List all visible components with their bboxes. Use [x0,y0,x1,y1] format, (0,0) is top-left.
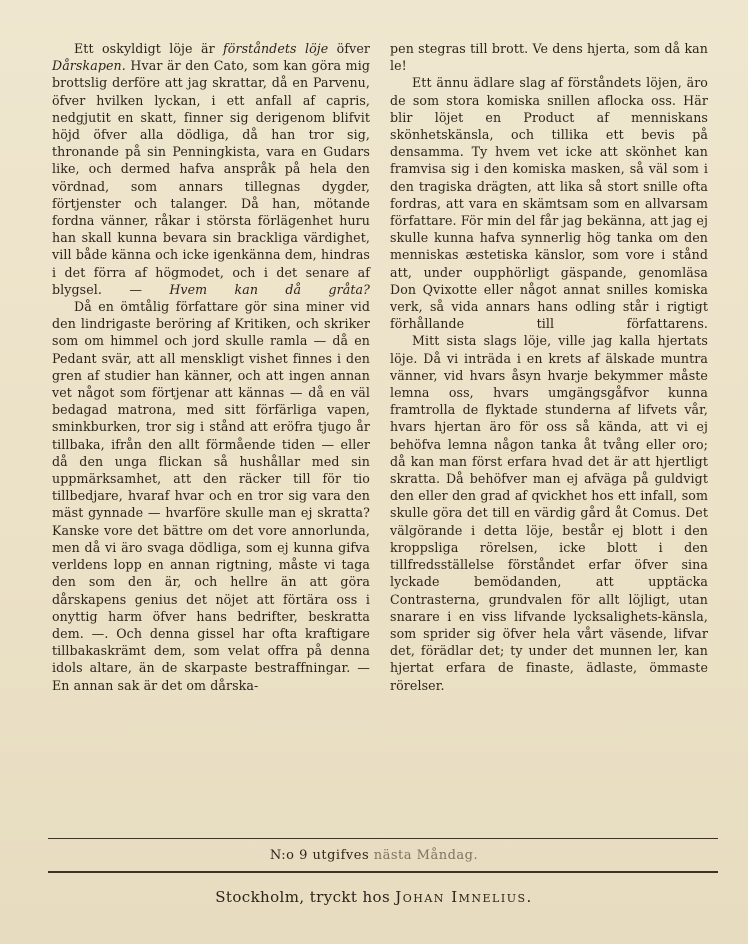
printer-name: Johan Imnelius. [395,888,533,906]
left-paragraph-1: Ett oskyldigt löje är förståndets löje öfver Dårskapen. Hvar är den Cato, som kan göra mig brottslig derföre att jag skrattar, då en Parvenu, öfver hvilken lyckan, i ett anfall af capris, nedgjutit en skatt, finner sig derigenom blifvit höjd öfver alla dödliga, då han tror sig, thronande på sin Penningkista, vara en Gudars like, och dermed hafva anspråk på hela den vördnad, som annars tillegnas dygder, förtjenster och talanger. Då han, mötande fordna vänner, råkar i största förlägenhet huru han skall kunna bevara sin brackliga värdighet, vill både känna och icke igenkänna dem, hindras i det förra af högmodet, och i det senare af blygsel. — Hvem kan då gråta? [52,41,370,297]
printer-imprint: Stockholm, tryckt hos Johan Imnelius. [215,888,533,906]
footer-rule-top [48,838,718,839]
emphasis-forstandets-loje: förståndets löje [223,41,329,56]
right-paragraph-1: pen stegras till brott. Ve dens hjerta, som då kan le! [390,41,708,74]
left-column [52,40,370,694]
footer-rule-bottom [48,871,718,873]
left-paragraph-2: Då en ömtålig författare gör sina miner vid den lindrigaste beröring af Kritiken, och skriker som om himmel och jord skulle ramla — då en Pedant svär, att all menskligt vishet finnes i den gren af studier han känner, och att ingen annan vet något som förtjenar att kännas — då en väl bedagad matrona, med sitt förfärliga vapen, sminkburken, tror sig i stånd att eröfra tjugo år tillbaka, ifrån den allt förmående tiden — eller då den unga flickan så hushållar med sin uppmärksamhet, att den räcker till för tio tillbedjare, hvaraf hvar och en tror sig vara den mäst gynnade — hvarföre skulle man ej skratta? Kanske vore det bättre om det vore annorlunda, men då vi äro svaga dödliga, som ej kunna gifva verldens lopp en annan rigtning, måste vi taga den som den är, och hellre än att göra dårskapens genius det nöjet att förtära oss i onyttig harm öfver hans bedrifter, beskratta dem. —. Och denna gissel har ofta kraftigare tillbakaskrämt dem, som velat offra på denna idols altare, än de skarpaste bestraffningar. — En annan sak är det om dårska- [52,299,370,693]
right-paragraph-2: Ett ännu ädlare slag af förståndets löjen, äro de som stora komiska snillen aflocka oss. Här blir löjet en Product af menniskans skönhetskänsla, och tillika ett bevis på densamma. Ty hvem vet icke att skönhet kan framvisa sig i den komiska masken, så väl som i den tragiska drägten, att lika så stort snille ofta fordras, att vara en skämtsam som en allvarsam författare. För min del får jag bekänna, att jag ej skulle kunna hafva synnerlig hög tanka om den menniskas æstetiska känslor, som vore i stånd att, under oupphörligt gäspande, genomläsa Don Qvixotte eller något annat snilles komiska verk, så vida annars hans odling står i rigtigt förhållande till författarens. [390,75,708,332]
right-column [390,40,708,694]
next-issue-note: N:o 9 utgifves nästa Måndag. [269,848,479,863]
emphasis-hvem-kan-da-grata: Hvem kan då gråta? [169,281,370,297]
emphasis-darskapen: Dårskapen. [52,58,126,74]
right-paragraph-3: Mitt sista slags löje, ville jag kalla hjertats löje. Då vi inträda i en krets af älskade muntra vänner, vid hvars åsyn hvarje bekymmer måste lemna oss, hvars umgängsgåfvor kunna framtrolla de flyktade stunderna af lifvets vår, hvars hjertan äro för oss så kända, att vi ej behöfva lemna någon tanka åt tvång eller oro; då kan man först erfara hvad det är att hjertligt skratta. Då behöfver man ej afväga på guldvigt den eller den grad af qvickhet hos ett infall, som skulle göra det till en värdig gård åt Comus. Det välgörande i detta löje, består ej blott i den kroppsliga rörelsen, icke blott i den tillfredsställelse förståndet erfar öfver sina lyckade bemödanden, att upptäcka Contrasterna, grundvalen för allt löjligt, utan snarare i en viss lifvande lycksalighets-känsla, som sprider sig öfver hela vårt väsende, lifvar det, förädlar det; ty under det munnen ler, kan hjertat erfara de finaste, ädlaste, ömmaste rörelser. [390,333,708,693]
